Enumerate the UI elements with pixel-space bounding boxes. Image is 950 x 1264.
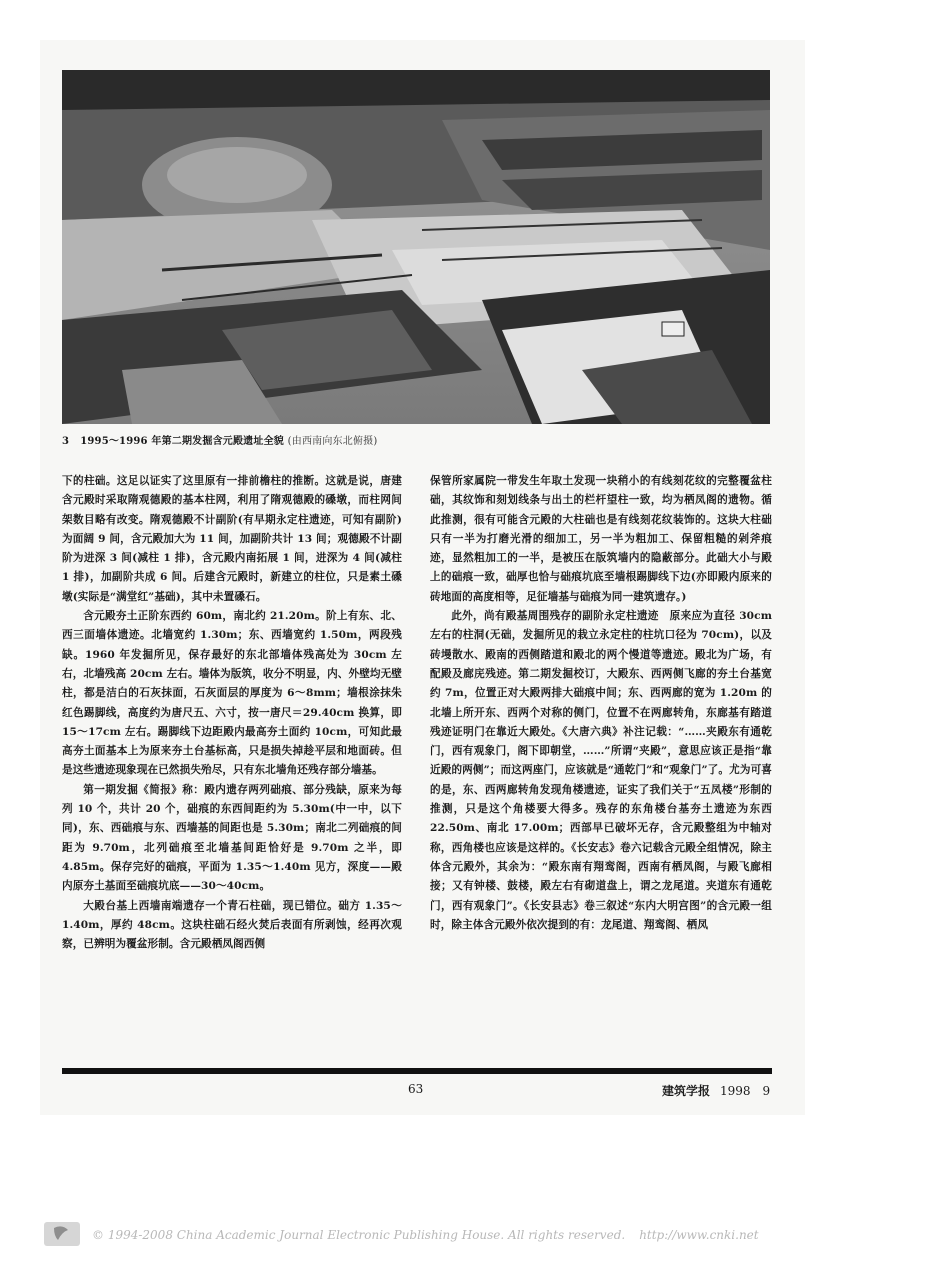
copyright-text: © 1994-2008 China Academic Journal Electronic Publishing House. All rights reserved. <box>92 1228 626 1242</box>
cnki-url-link[interactable]: http://www.cnki.net <box>639 1228 759 1242</box>
paragraph: 含元殿夯土正阶东西约 60m，南北约 21.20m。阶上有东、北、西三面墙体遗迹。北墙宽约 1.30m；东、西墙宽约 1.50m，两段残缺。1960 年发掘所见，保存最好的东北部墙体残高处为 30cm 左右，北墙残高 20cm 左右。墙体为版筑，收分不明显，内、外壁均无壁柱，都是洁白的石灰抹面，石灰面层的厚度为 6～8mm；墙根涂抹朱红色踢脚线，高度约为唐尺五、六寸，按一唐尺＝29.40cm 换算，即 15～17cm 左右。踢脚线下边距殿内最高夯土面约 10cm，可知此最高夯土面基本上为原来夯土台基标高，只是损失掉趁平层和地面砖。但是这些遗迹现象现在已然损失殆尽，只有东北墙角还残存部分墙基。 <box>62 610 402 777</box>
paragraph: 大殿台基上西墙南端遗存一个青石柱础，现已错位。础方 1.35～1.40m，厚约 48cm。这块柱础石经火焚后表面有所剥蚀，经再次观察，已辨明为覆盆形制。含元殿栖凤阁西侧 <box>62 899 402 951</box>
left-text-column <box>62 472 402 954</box>
paragraph: 下的柱础。这足以证实了这里原有一排前檐柱的推断。这就是说，唐建含元殿时采取隋观德殿的基本柱网，利用了隋观德殿的磉墩，而柱网间架数目略有改变。隋观德殿不计副阶(有早期永定柱遗迹，可知有副阶)为面阔 9 间，含元殿加大为 11 间，加副阶共计 13 间；观德殿不计副阶为进深 3 间(减柱 1 排)，含元殿内南拓展 1 间，进深为 4 间(减柱 1 排)，加副阶共成 6 间。后建含元殿时，新建立的柱位，只是素土磉墩(实际是“满堂红”基础)，其中未置磉石。 <box>62 475 402 603</box>
paragraph: 保管所家属院一带发生年取土发现一块稍小的有线刻花纹的完整覆盆柱础，其纹饰和刻划线条与出土的栏杆望柱一致，均为栖凤阁的遗物。循此推测，很有可能含元殿的大柱础也是有线刻花纹装饰的。这块大柱础只有一半为打磨光滑的细加工，另一半为粗加工、保留粗糙的剁斧痕迹，显然粗加工的一半，是被压在版筑墙内的隐蔽部分。此础大小与殿上的础痕一致，础厚也恰与础痕坑底至墙根踢脚线下边(亦即殿内原来的砖地面的高度相等，足征墙基与础痕为同一建筑遗存。) <box>430 475 772 603</box>
figure-caption-main: 1995～1996 年第二期发掘含元殿遗址全貌 <box>80 436 284 447</box>
paragraph: 第一期发掘《简报》称：殿内遗存两列础痕、部分残缺，原来为每列 10 个，共计 20 个，础痕的东西间距约为 5.30m(中一中，以下同)，东、西础痕与东、西墙基的间距也是 5.30m；南北二列础痕的间距为 9.70m，北列础痕至北墙基间距恰好是 9.70m 之半，即 4.85m。保存完好的础痕，平面为 1.35～1.40m 见方，深度——殿内原夯土基面至础痕坑底——30～40cm。 <box>62 783 402 893</box>
right-text-column <box>430 472 772 935</box>
journal-issue: 1998 9 <box>720 1084 771 1098</box>
page-number: 63 <box>408 1082 424 1096</box>
figure-caption-location: (由西南向东北俯摄) <box>287 436 378 447</box>
excavation-photo <box>62 70 770 424</box>
site-overview-image <box>62 70 770 424</box>
footer-rule <box>62 1068 772 1074</box>
journal-title <box>662 1082 770 1099</box>
paragraph: 此外，尚有殿基周围残存的副阶永定柱遗迹 原来应为直径 30cm 左右的柱洞(无础，发掘所见的栽立永定柱的柱坑口径为 70cm)，以及砖墁散水、殿南的西侧踏道和殿北的两个慢道等遗迹。殿北为广场，有配殿及廊庑残迹。第二期发掘校订，大殿东、西两侧飞廊的夯土台基宽约 7m，位置正对大殿两排大础痕中间；东、西两廊的宽为 1.20m 的北墙上所开东、西两个对称的侧门，位置不在两廊转角，东廊基有踏道残迹证明门在靠近大殿处。《大唐六典》补注记载：“……夹殿东有通乾门，西有观象门，阁下即朝堂，……”所谓“夹殿”，意思应该正是指“靠近殿的两侧”；而这两座门，应该就是“通乾门”和“观象门”了。尤为可喜的是，东、西两廊转角发现角楼遗迹，证实了我们关于“五凤楼”形制的推测，只是这个角楼要大得多。残存的东角楼台基夯土遗迹为东西 22.50m、南北 17.00m；西部早已破坏无存，含元殿整组为中轴对称，西角楼也应该是这样的。《长安志》卷六记载含元殿全组情况，除主体含元殿外，其余为：“殿东南有翔鸾阁，西南有栖凤阁，与殿飞廊相接；又有钟楼、鼓楼，殿左右有砌道盘上，谓之龙尾道。夹道东有通乾门，西有观象门”。《长安县志》卷三叙述“东内大明宫图”的含元殿一组时，除主体含元殿外依次提到的有：龙尾道、翔鸾阁、栖凤 <box>430 610 772 931</box>
cnki-logo-icon <box>44 1222 80 1246</box>
copyright-footer <box>92 1228 759 1242</box>
figure-number: 3 <box>62 436 70 447</box>
figure-caption <box>62 432 770 447</box>
journal-name: 建筑学报 <box>662 1084 711 1098</box>
